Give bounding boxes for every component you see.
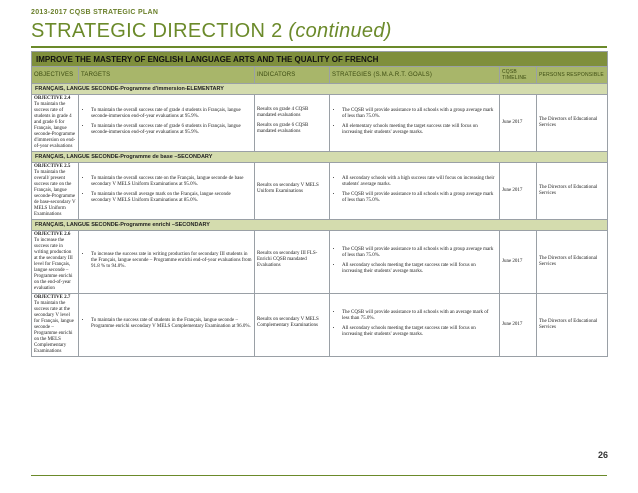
col-responsible: PERSONS RESPONSIBLE	[537, 67, 608, 84]
indicator-item: Results on secondary V MELS Complementary Examinations	[257, 317, 319, 328]
col-timeline: CQSB TIMELINE	[500, 67, 537, 84]
responsible-cell: The Directors of Educational Services	[537, 95, 608, 152]
targets-list	[81, 176, 252, 204]
targets-cell	[79, 95, 255, 152]
timeline-cell: June 2017	[500, 231, 537, 294]
strategy-table	[31, 51, 608, 357]
title-rule	[31, 46, 607, 48]
footer-rule	[31, 475, 607, 476]
responsible-cell: The Directors of Educational Services	[537, 231, 608, 294]
indicators-cell	[255, 231, 330, 294]
strategies-list	[332, 247, 497, 275]
strategies-list	[332, 176, 497, 204]
objective-row	[32, 294, 608, 357]
objective-text: To maintain the success rate at the secondary V level for Français, langue seconde – Programme enrichi on the MELS Complementary Examinations	[34, 301, 74, 354]
col-objectives: OBJECTIVES	[32, 67, 79, 84]
strategy-item: • All secondary schools meeting the target success rate will focus on increasing their students' average marks.	[342, 263, 497, 275]
responsible-cell: The Directors of Educational Services	[537, 163, 608, 220]
objective-cell	[32, 231, 79, 294]
targets-list	[81, 108, 252, 136]
objective-code: OBJECTIVE 2.7	[34, 295, 71, 300]
objective-text: To maintain the overall/ present success rate on the Français, langue seconde-Programme de base-secondary V MELS Uniform Examinations	[34, 170, 76, 217]
objective-cell	[32, 163, 79, 220]
title-continued: (continued)	[288, 20, 392, 42]
strategies-list	[332, 310, 497, 338]
objective-cell	[32, 95, 79, 152]
objective-row	[32, 231, 608, 294]
col-indicators: INDICATORS	[255, 67, 330, 84]
strategies-cell	[330, 163, 500, 220]
objective-text: To increase the success rate in writing production at the secondary III level for Français, langue seconde – Programme enrichi on the end-of-year evaluation	[34, 238, 73, 291]
targets-cell	[79, 231, 255, 294]
timeline-cell: June 2017	[500, 95, 537, 152]
target-item: • To maintain the overall success rate on the Français, langue seconde de base secondary V MELS Uniform Examinations at 95.0%.	[91, 176, 252, 188]
page-number: 26	[597, 450, 608, 460]
indicators-cell	[255, 163, 330, 220]
strategies-cell	[330, 294, 500, 357]
responsible-cell: The Directors of Educational Services	[537, 294, 608, 357]
objective-code: OBJECTIVE 2.4	[34, 96, 71, 101]
indicator-item: Results on grade 6 CQSB mandated evaluations	[257, 123, 309, 134]
objective-code: OBJECTIVE 2.5	[34, 164, 71, 169]
timeline-cell: June 2017	[500, 294, 537, 357]
section-heading: FRANÇAIS, LANGUE SECONDE-Programme de base –SECONDARY	[32, 152, 608, 163]
indicators-cell	[255, 95, 330, 152]
strategy-item: • All secondary schools meeting the target success rate will focus on increasing their students' average marks.	[342, 326, 497, 338]
target-item: • To maintain the overall success rate of grade 4 students in Français, langue seconde-immersion end-of-year evaluations at 95.9%.	[91, 108, 252, 120]
section-heading: FRANÇAIS, LANGUE SECONDE-Programme enrichi –SECONDARY	[32, 220, 608, 231]
section-heading-row	[32, 220, 608, 231]
title-main: STRATEGIC DIRECTION 2	[31, 20, 283, 42]
targets-list	[81, 252, 252, 270]
strategy-item: • The CQSB will provide assistance to all schools with a group average mark of less than 75.0%.	[342, 108, 497, 120]
strategy-item: • The CQSB will provide assistance to all schools with a group average mark of less than 75.0%.	[342, 247, 497, 259]
page-title	[31, 20, 392, 43]
table-banner: IMPROVE THE MASTERY OF ENGLISH LANGUAGE ARTS AND THE QUALITY OF FRENCH	[32, 52, 608, 67]
strategies-cell	[330, 231, 500, 294]
target-item: • To maintain the success rate of students in the Français, langue seconde – Programme enrichi secondary V MELS Complementary Examination at 96.0%.	[91, 318, 252, 330]
target-item: • To increase the success rate in writing production for secondary III students in the Français, langue seconde – Programme enrichi end-of-year evaluations from 91.8 % to 94.0%.	[91, 252, 252, 270]
strategy-item: • All elementary schools meeting the target success rate will focus on increasing their students' average marks.	[342, 124, 497, 136]
strategy-item: • All secondary schools with a high success rate will focus on increasing their students' average marks.	[342, 176, 497, 188]
target-item: • To maintain the overall average mark on the Français, langue seconde secondary V MELS Uniform Examinations at 85.0%.	[91, 192, 252, 204]
indicator-item: Results on grade 4 CQSB mandated evaluations	[257, 107, 309, 118]
strategy-item: • The CQSB will provide assistance to all schools with an average mark of less than 75.0%.	[342, 310, 497, 322]
indicator-item: Results on secondary V MELS Uniform Examinations	[257, 183, 319, 194]
objective-row	[32, 163, 608, 220]
objective-text: To maintain the success rate of students in grade 4 and grade 6 for Français, langue seconde-Programme d'immersion on end-of-year evaluations	[34, 102, 76, 149]
strategy-item: • The CQSB will provide assistance to all schools with a group average mark of less than 75.0%.	[342, 192, 497, 204]
targets-cell	[79, 163, 255, 220]
target-item: • To maintain the overall success rate of grade 6 students in Français, langue seconde-immersion end-of-year evaluations at 95.9%.	[91, 124, 252, 136]
objective-code: OBJECTIVE 2.6	[34, 232, 71, 237]
targets-list	[81, 318, 252, 330]
timeline-cell: June 2017	[500, 163, 537, 220]
indicator-item: Results on secondary III FLS-Enrichi CQSB mandated Evaluations	[257, 251, 318, 268]
strategies-list	[332, 108, 497, 136]
section-heading-row	[32, 84, 608, 95]
col-strategies: STRATEGIES (S.M.A.R.T. GOALS)	[330, 67, 500, 84]
col-targets: TARGETS	[79, 67, 255, 84]
plan-label: 2013-2017 CQSB STRATEGIC PLAN	[31, 9, 159, 16]
objective-row	[32, 95, 608, 152]
targets-cell	[79, 294, 255, 357]
section-heading: FRANÇAIS, LANGUE SECONDE-Programme d'immersion-ELEMENTARY	[32, 84, 608, 95]
section-heading-row	[32, 152, 608, 163]
objective-cell	[32, 294, 79, 357]
strategies-cell	[330, 95, 500, 152]
indicators-cell	[255, 294, 330, 357]
